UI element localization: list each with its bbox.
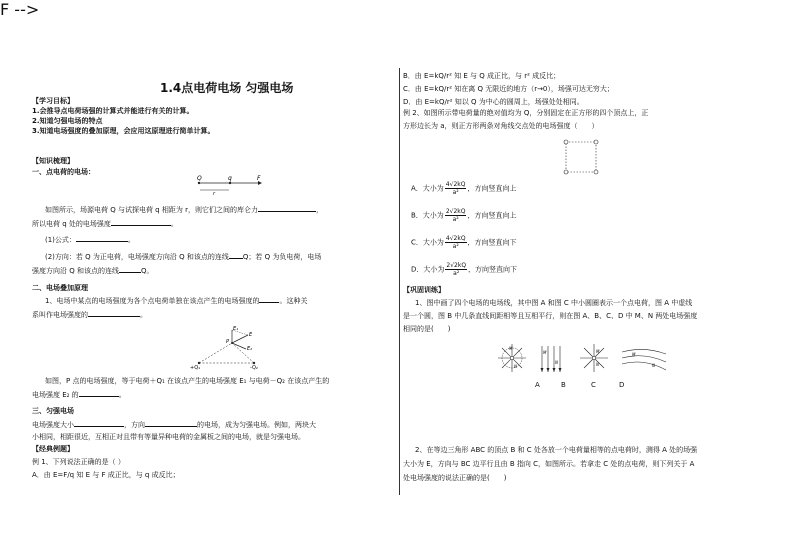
label-P: P <box>226 339 230 345</box>
blank <box>88 316 140 317</box>
paragraph-6a: 电场强度大小 ，方向 的电场，成为匀强电场。例如，两块大 <box>32 421 316 429</box>
svg-text:M: M <box>543 350 547 355</box>
worksheet-page: 1.4点电荷电场 匀强电场 【学习目标】 1.会推导点电荷场强的计算式并能进行有关的计算。 2.知道匀强电场的特点 3.知道电场强度的叠加原理，会应用这原理进行简单计算。 【知识梳理】 一、点电荷的电场： F --> Q q F r 如图所示，场源电荷 Q 与试探电荷 q 相距为 r，则它们之间的库仑力 ， 所以电荷 q 处的电场强度 。 (1)公式： 。 (2)方向：若 Q 为正电荷，电场强度方向沿 Q 和该点的连线 Q；若 Q 为负电荷，电场 强度方向沿 Q 和该点的连线 Q。 二、电场叠加原理 1、电场中某点的电场强度为各个点电荷单独在该点产生的电场强度的 。这种关 系叫作电场强度的 。 E₁ E E₂ P +Q₁ -Q₂ 如图，P 点的电场强度，等于电荷＋Q₁ 在该点产生的电场强度 E₁ 与电荷－Q₂ 在该点产生的 电场强度 E₂ 的 。 三、匀强电场 电场强度大小 ，方向 的电场，成为匀强电场。例如，两块大 小相同，相距很近，互相正对且带有等量异种电荷的金属板之间的电场，就是匀强电场。 【经典例题】 例 1、下列说法正确的是（ ） A．由 E=F/q 知 E 与 F 成正比，与 q 成反比； B．由 E=kQ/r² 知 E 与 Q 成正比，与 r² 成反比； C．由 E=kQ/r² 知在离 Q 无限近的地方（r→0），场强可达无穷大； D．由 E=kQ/r² 知以 Q 为中心的圆周上，场强处处相同。 例 2、如图所示带电荷量的绝对值均为 Q，分别固定在正方形的四个顶点上，正 方形边长为 a，则正方形两条对角线交点处的电场强度（ ） A．大小为 $\frac{4√2kQ}{\text{a²}}$ ，方向竖直向上 B．大小为 $\frac{2√2kQ}{\text{a²}}$ ，方向竖直向上 C．大小为 $\frac{4√2kQ}{\text{a²}}$ ，方向竖直向下 D．大小为 $\frac{2√2kQ}{\text{a²}}$ ，方向竖直向下 【巩固训练】 1、图中画了四个电场的电场线，其中图 A 和图 C 中小圆圈表示一个点电荷，图 A 中虚线 是一个圆，图 B 中几条直线间距相等且互相平行，则在图 A、B、C、D 中 M、N 两处电场强度 相同的是( ) M N M N M N M N A B C D 2、在等边三角形 ABC 的顶点 B 和 C 处各放一个电荷量相等的点电荷时，测得 A 处的场强 大小为 E，方向与 BC 边平行且由 B 指向 C，如图所示。若拿走 C 处的点电荷，则下列关于 A 处电场强度的说法正确的是( ) <box>0 0 794 560</box>
objectives-heading: 【学习目标】 <box>32 97 74 105</box>
practice-2-line-3: 处电场强度的说法正确的是( ) <box>403 474 507 482</box>
svg-text:M: M <box>632 352 636 357</box>
example-2-option-b[interactable]: B．大小为 $\frac{2√2kQ}{\text{a²}}$ ，方向竖直向上 <box>411 208 517 223</box>
section-1-heading: 一、点电荷的电场： <box>32 168 95 176</box>
blank <box>119 272 141 273</box>
example-1-option-d: D．由 E=kQ/r² 知以 Q 为中心的圆周上，场强处处相同。 <box>403 98 584 106</box>
examples-heading: 【经典例题】 <box>32 445 74 453</box>
formula-line: (1)公式： 。 <box>45 236 135 244</box>
blank <box>79 396 119 397</box>
field-figure-c <box>580 344 608 372</box>
blank <box>145 426 197 427</box>
label-E2: E₂ <box>247 346 253 352</box>
example-1-option-c: C．由 E=kQ/r² 知在离 Q 无限近的地方（r→0），场强可达无穷大； <box>403 85 614 93</box>
paragraph-6b: 小相同，相距很近，互相正对且带有等量异种电荷的金属板之间的电场，就是匀强电场。 <box>32 433 305 441</box>
blank <box>74 426 124 427</box>
paragraph-1b: 所以电荷 q 处的电场强度 。 <box>32 220 178 228</box>
field-figure-b <box>541 346 562 372</box>
square-charges-figure <box>561 137 601 177</box>
field-figure-d <box>622 349 666 370</box>
practice-heading: 【巩固训练】 <box>403 286 445 294</box>
direction-line-1: (2)方向：若 Q 为正电荷，电场强度方向沿 Q 和该点的连线 Q；若 Q 为负电荷，电场 <box>45 253 322 261</box>
knowledge-heading: 【知识梳理】 <box>32 157 74 165</box>
example-2-option-d[interactable]: D．大小为 $\frac{2√2kQ}{\text{a²}}$ ，方向竖直向下 <box>411 262 518 277</box>
svg-text:M: M <box>596 349 600 354</box>
example-1-option-b: B．由 E=kQ/r² 知 E 与 Q 成正比，与 r² 成反比； <box>403 72 561 80</box>
page-title: 1.4点电荷电场 匀强电场 <box>160 81 294 95</box>
practice-1-line-1: 1、图中画了四个电场的电场线，其中图 A 和图 C 中小圆圈表示一个点电荷，图 A 中虚线 <box>415 299 693 307</box>
blank <box>259 302 279 303</box>
superposition-figure <box>190 325 262 371</box>
example-2-line-2: 方形边长为 a，则正方形两条对角线交点处的电场强度（ ） <box>403 122 599 130</box>
objective-1: 1.会推导点电荷场强的计算式并能进行有关的计算。 <box>32 107 194 115</box>
label-q: q <box>228 175 232 182</box>
label-Q2: -Q₂ <box>250 365 258 371</box>
blank <box>76 241 128 242</box>
svg-text:N: N <box>514 364 517 369</box>
label-E: E <box>249 332 253 338</box>
label-Q: Q <box>197 175 202 182</box>
svg-text:N: N <box>555 360 558 365</box>
blank <box>111 225 171 226</box>
objective-2: 2.知道匀强电场的特点 <box>32 117 103 125</box>
figure-label-a: A <box>535 381 540 389</box>
example-1-option-a: A．由 E=F/q 知 E 与 F 成正比，与 q 成反比； <box>32 471 180 479</box>
svg-text:N: N <box>652 363 655 368</box>
figure-label-b: B <box>561 381 566 389</box>
practice-1-line-3: 相同的是( ) <box>403 325 451 333</box>
direction-line-2: 强度方向沿 Q 和该点的连线 Q。 <box>32 267 154 275</box>
example-2-line-1: 例 2、如图所示带电荷量的绝对值均为 Q，分别固定在正方形的四个顶点上，正 <box>403 109 649 117</box>
blank <box>258 211 316 212</box>
practice-2-line-1: 2、在等边三角形 ABC 的顶点 B 和 C 处各放一个电荷量相等的点电荷时，测得 A 处的场强 <box>415 446 698 454</box>
practice-1-line-2: 是一个圆，图 B 中几条直线间距相等且互相平行，则在图 A、B、C、D 中 M、N 两处电场强度 <box>403 312 698 320</box>
figure-label-c: C <box>591 381 596 389</box>
example-2-option-c[interactable]: C．大小为 $\frac{4√2kQ}{\text{a²}}$ ，方向竖直向下 <box>411 235 517 250</box>
label-F: F <box>257 175 261 182</box>
label-Q1: +Q₁ <box>190 365 201 371</box>
section-3-heading: 三、匀强电场 <box>32 407 74 415</box>
paragraph-5a: 如图，P 点的电场强度，等于电荷＋Q₁ 在该点产生的电场强度 E₁ 与电荷－Q₂ 在该点产生的 <box>45 377 330 385</box>
paragraph-5b: 电场强度 E₂ 的 。 <box>32 391 126 399</box>
example-2-option-a[interactable]: A．大小为 $\frac{4√2kQ}{\text{a²}}$ ，方向竖直向上 <box>411 181 517 196</box>
label-E1: E₁ <box>233 326 239 332</box>
svg-text:M: M <box>509 346 513 351</box>
figure-label-d: D <box>619 381 625 389</box>
objective-3: 3.知道电场强度的叠加原理，会应用这原理进行简单计算。 <box>32 127 215 135</box>
practice-2-line-2: 大小为 E，方向与 BC 边平行且由 B 指向 C，如图所示。若拿走 C 处的点电荷，则下列关于 A <box>403 460 695 468</box>
section-2-heading: 二、电场叠加原理 <box>32 284 88 292</box>
paragraph-1a: 如图所示，场源电荷 Q 与试探电荷 q 相距为 r，则它们之间的库仑力 ， <box>45 206 323 214</box>
paragraph-4a: 1、电场中某点的电场强度为各个点电荷单独在该点产生的电场强度的 。这种关 <box>45 297 308 305</box>
svg-text:N: N <box>596 362 599 367</box>
paragraph-4b: 系叫作电场强度的 。 <box>32 311 147 319</box>
blank <box>229 258 243 259</box>
field-lines-figures <box>494 340 674 380</box>
coulomb-figure <box>196 175 266 195</box>
column-divider <box>399 68 400 495</box>
example-1-question: 例 1、下列说法正确的是（ ） <box>32 458 125 466</box>
field-figure-a <box>498 344 526 372</box>
label-r: r <box>213 191 216 197</box>
